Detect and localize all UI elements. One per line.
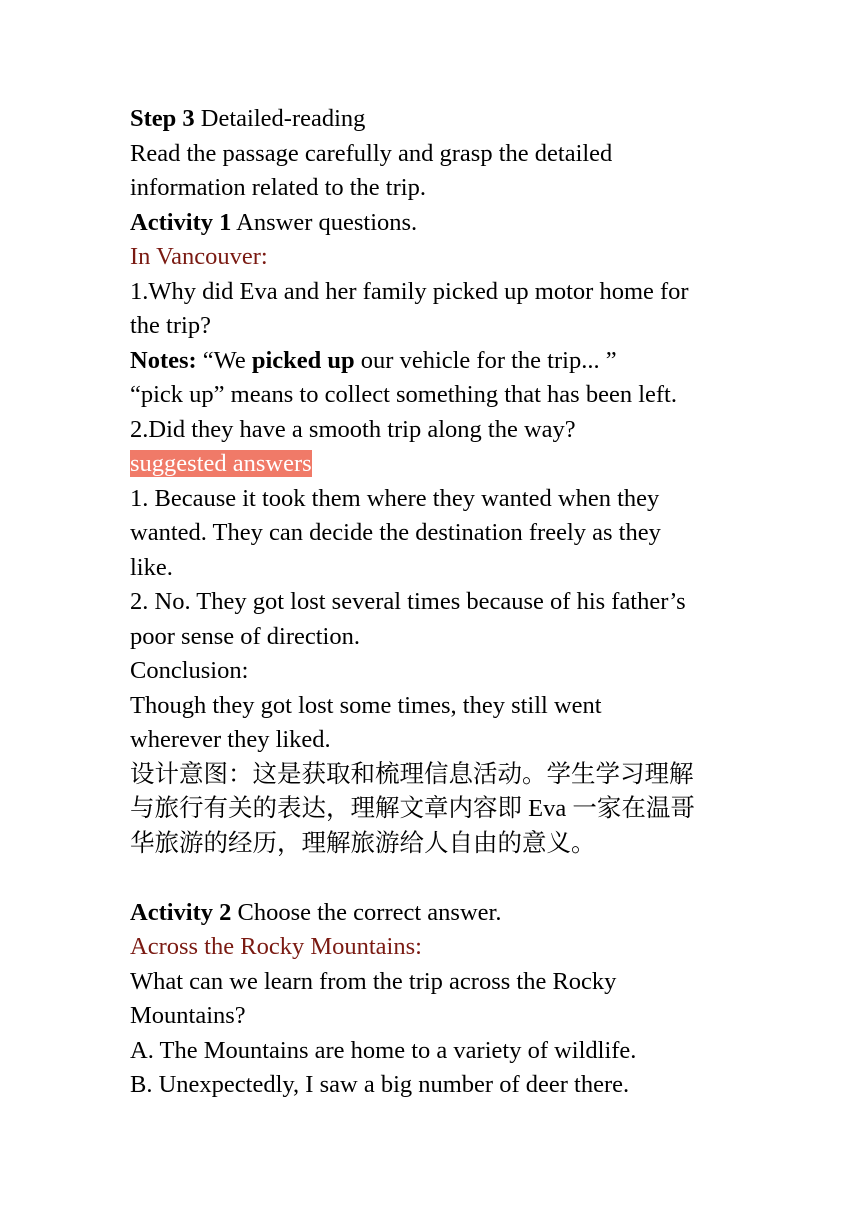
blank-spacer [130,861,740,896]
notes-line [130,344,740,379]
question-2: 2.Did they have a smooth trip along the way? [130,415,576,443]
answer-1-line-1: 1. Because it took them where they wanted when they [130,484,660,512]
suggested-answers-highlight: suggested answers [130,450,312,477]
section-in-vancouver: In Vancouver: [130,243,268,270]
activity2-heading [130,896,740,931]
design-intent-line-2: 与旅行有关的表达，理解文章内容即 Eva 一家在温哥 [130,795,695,822]
design-intent-line-1: 设计意图：这是获取和梳理信息活动。学生学习理解 [130,760,694,788]
activity2-question-line-1: What can we learn from the trip across the Rocky [130,967,617,995]
answer-1-line-2: wanted. They can decide the destination freely as they [130,519,661,546]
step-title: Detailed-reading [194,105,366,132]
notes-post: our vehicle for the trip... ” [354,346,617,374]
activity1-task: Answer questions. [231,208,418,236]
answer-1-line-3: like. [130,553,173,581]
question-1-line-1: 1.Why did Eva and her family picked up motor home for [130,277,689,305]
notes-label: Notes: [130,346,197,374]
notes-pre: “We [196,346,252,374]
step3-heading [130,102,740,137]
suggested-answers-label [130,447,740,482]
answer-2-line-1: 2. No. They got lost several times because of his father’s [130,588,686,615]
section-rocky-mountains: Across the Rocky Mountains: [130,933,422,960]
answer-2-line-2: poor sense of direction. [130,622,360,650]
step-label: Step 3 [130,105,195,132]
option-b: B. Unexpectedly, I saw a big number of deer there. [130,1071,630,1098]
step3-intro-line-1: Read the passage carefully and grasp the detailed [130,139,613,167]
activity2-label: Activity 2 [130,898,232,926]
document-page [130,102,740,1103]
step3-intro-line-2: information related to the trip. [130,174,426,201]
option-a: A. The Mountains are home to a variety of wildlife. [130,1036,637,1064]
design-intent-line-3: 华旅游的经历，理解旅游给人自由的意义。 [130,829,596,857]
conclusion-line-1: Though they got lost some times, they still went [130,691,602,719]
activity1-heading [130,206,740,241]
conclusion-line-2: wherever they liked. [130,726,331,753]
activity1-label: Activity 1 [130,208,232,236]
notes-bold-phrase: picked up [251,346,355,374]
question-1-line-2: the trip? [130,312,211,339]
conclusion-label: Conclusion: [130,657,249,684]
activity2-question-line-2: Mountains? [130,1002,246,1029]
definition-line: “pick up” means to collect something that has been left. [130,381,677,408]
activity2-task: Choose the correct answer. [231,898,502,926]
